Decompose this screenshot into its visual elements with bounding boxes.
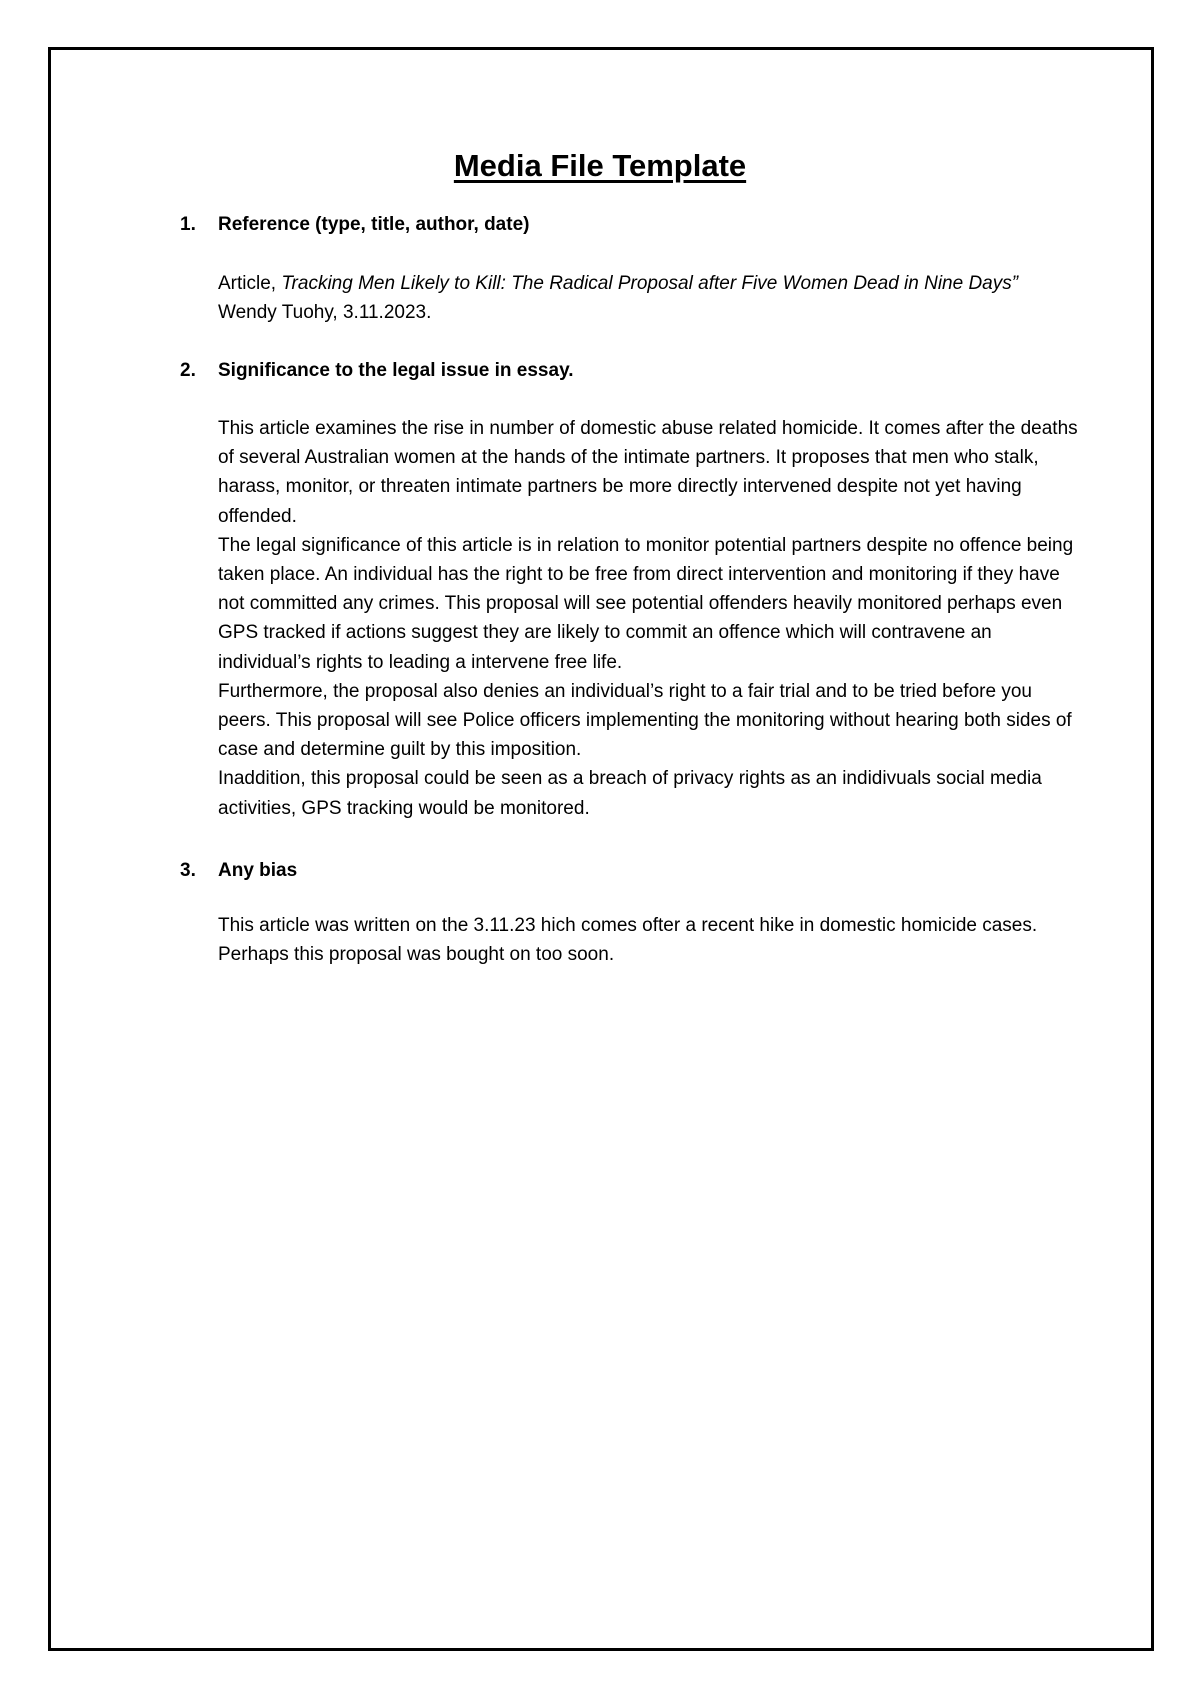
section-heading-text: Reference (type, title, author, date) [218,214,530,235]
section-body [180,414,1080,823]
body-paragraph: This article was written on the 3.11.23 hich comes ofter a recent hike in domestic homicide cases. Perhaps this proposal was bought on too soon. [218,915,1038,966]
reference-type: Article, [218,273,282,294]
section-reference [180,210,1080,327]
section-heading-text: Any bias [218,860,298,881]
document-title: Media File Template [453,148,747,183]
section-body [180,269,1080,327]
body-paragraph: This article examines the rise in number of domestic abuse related homicide. It comes after the deaths of several Australian women at the hands of the intimate partners. It proposes that men who stalk, harass, monitor, or threaten intimate partners be more directly intervened despite not yet having offended. [218,418,1078,527]
section-heading-text: Significance to the legal issue in essay. [218,360,574,381]
reference-author-date: Wendy Tuohy, 3.11.2023. [218,302,432,324]
section-number: 2. [180,360,196,381]
body-paragraph: The legal significance of this article is in relation to monitor potential partners despite no offence being taken place. An individual has the right to be free from direct intervention and monitoring if they have not committed any crimes. This proposal will see potential offenders heavily monitored perhaps even GPS tracked if actions suggest they are likely to commit an offence which will contravene an individual’s rights to leading a intervene free life. [218,534,1074,673]
section-heading [180,856,1080,885]
body-paragraph: Inaddition, this proposal could be seen as a breach of privacy rights as an indidivuals social media activities, GPS tracking would be monitored. [218,768,1042,819]
section-number: 1. [180,214,196,235]
reference-citation [218,269,1080,327]
section-number: 3. [180,860,196,881]
reference-title: Tracking Men Likely to Kill: The Radical Proposal after Five Women Dead in Nine Days” [281,273,1019,294]
section-body [180,911,1080,969]
section-heading [180,356,1080,385]
section-bias [180,856,1080,969]
section-heading [180,210,1080,239]
section-significance [180,356,1080,823]
body-paragraph: Furthermore, the proposal also denies an individual’s right to a fair trial and to be tried before you peers. This proposal will see Police officers implementing the monitoring without hearing both sides of case and determine guilt by this imposition. [218,680,1072,761]
